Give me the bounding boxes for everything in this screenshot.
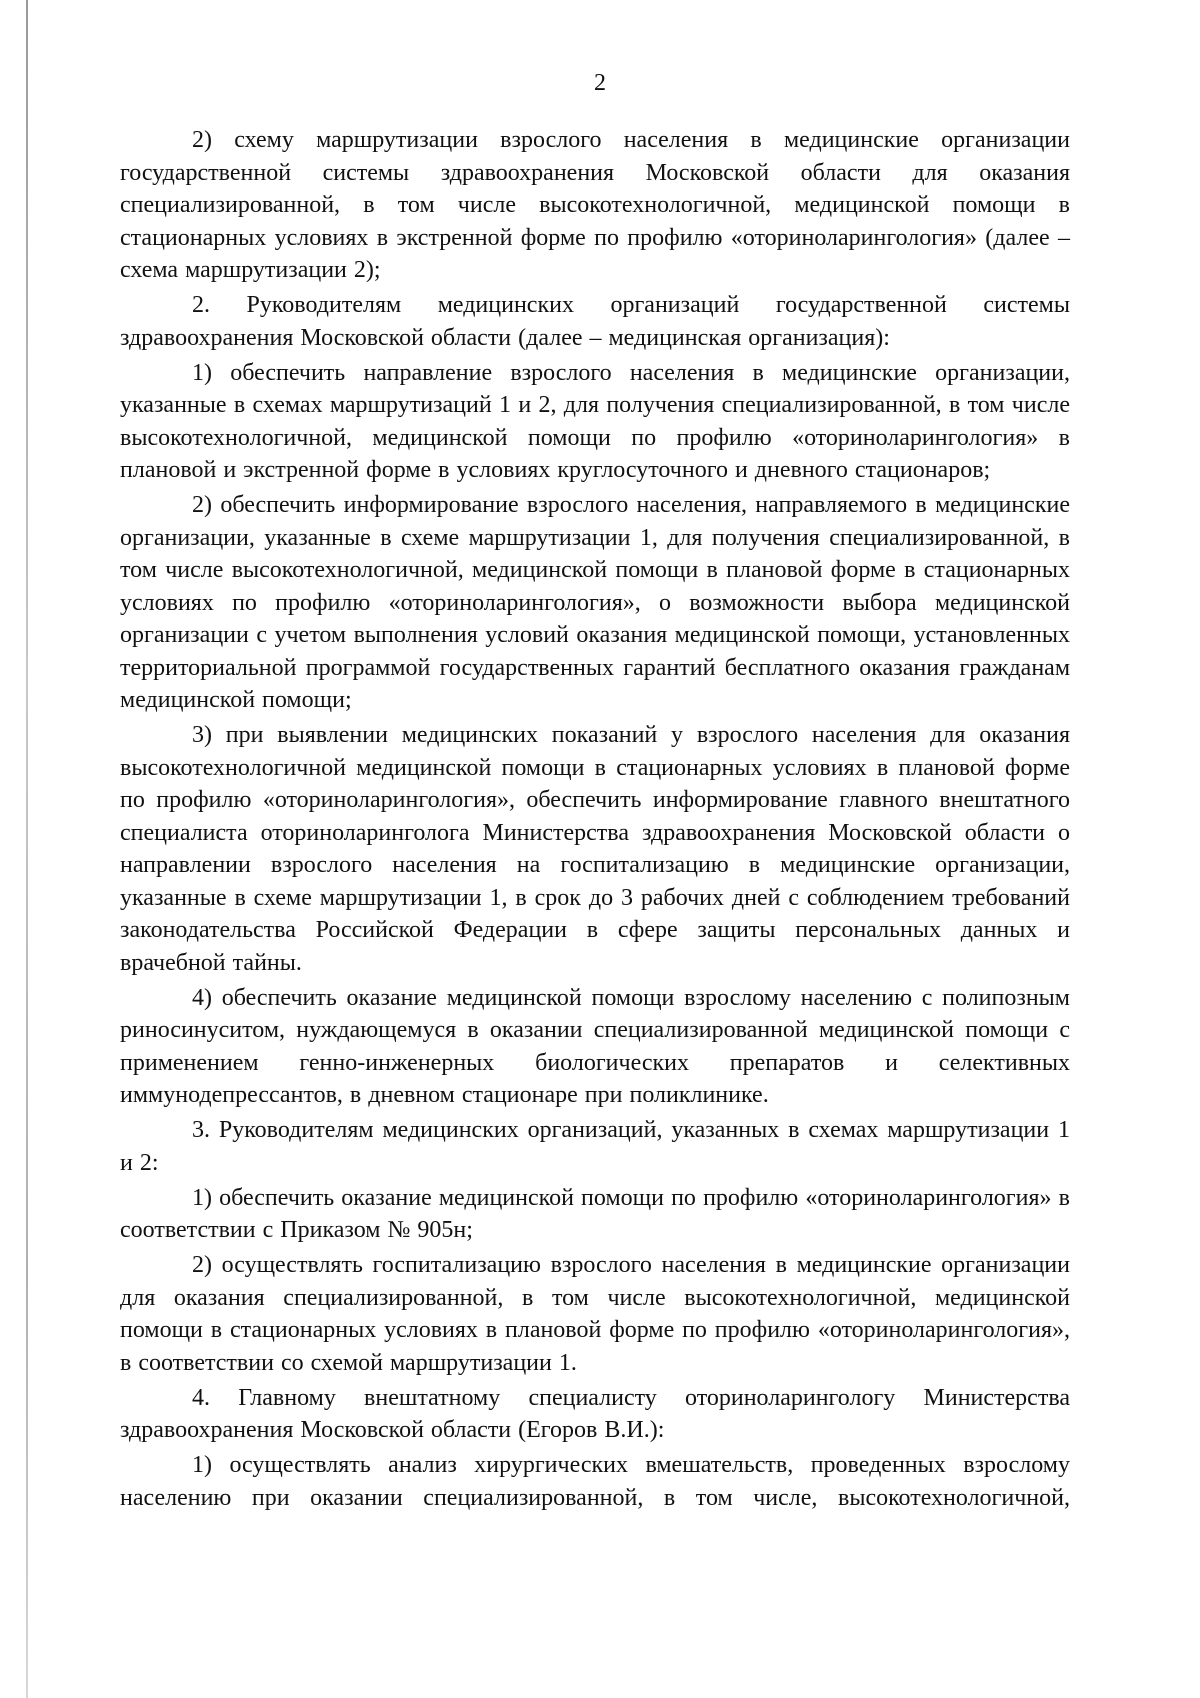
- paragraph-3: 1) обеспечить направление взрослого населения в медицинские организации, указанные в схемах маршрутизаций 1 и 2, для получения специализированной, в том числе высокотехнологичной, медицинской помощи по профилю «оториноларингология» в плановой и экстренной форме в условиях круглосуточного и дневного стационаров;: [120, 359, 1070, 483]
- scan-edge-shadow: [26, 0, 28, 1698]
- paragraph-5: 3) при выявлении медицинских показаний у взрослого населения для оказания высокотехнологичной медицинской помощи в стационарных условиях в плановой форме по профилю «оториноларингология», обеспечить информирование главного внештатного специалиста оториноларинголога Министерства здравоохранения Московской области о направлении взрослого населения на госпитализацию в медицинские организации, указанные в схеме маршрутизации 1, в срок до 3 рабочих дней с соблюдением требований законодательства Российской Федерации в сфере защиты персональных данных и врачебной тайны.: [120, 722, 1070, 976]
- paragraph-4: 2) обеспечить информирование взрослого населения, направляемого в медицинские организации, указанные в схеме маршрутизации 1, для получения специализированной, в том числе высокотехнологичной, медицинской помощи в плановой форме в стационарных условиях по профилю «оториноларингология», о возможности выбора медицинской организации с учетом выполнения условий оказания медицинской помощи, установленных территориальной программой государственных гарантий бесплатного оказания гражданам медицинской помощи;: [120, 492, 1070, 713]
- paragraph-11: 1) осуществлять анализ хирургических вмешательств, проведенных взрослому населению при оказании специализированной, в том числе, высокотехнологичной,: [120, 1452, 1070, 1511]
- paragraph-7: 3. Руководителям медицинских организаций, указанных в схемах маршрутизации 1 и 2:: [120, 1117, 1070, 1176]
- paragraph-10: 4. Главному внештатному специалисту оториноларингологу Министерства здравоохранения Московской области (Егоров В.И.):: [120, 1384, 1070, 1443]
- paragraph-2: 2. Руководителям медицинских организаций государственной системы здравоохранения Московской области (далее – медицинская организация):: [120, 292, 1070, 351]
- paragraph-1: 2) схему маршрутизации взрослого населения в медицинские организации государственной системы здравоохранения Московской области для оказания специализированной, в том числе высокотехнологичной, медицинской помощи в стационарных условиях в экстренной форме по профилю «оториноларингология» (далее – схема маршрутизации 2);: [120, 127, 1070, 283]
- paragraph-8: 1) обеспечить оказание медицинской помощи по профилю «оториноларингология» в соответствии с Приказом № 905н;: [120, 1184, 1070, 1243]
- page-number: 2: [594, 70, 606, 96]
- paragraph-9: 2) осуществлять госпитализацию взрослого населения в медицинские организации для оказания специализированной, в том числе высокотехнологичной, медицинской помощи в стационарных условиях в плановой форме по профилю «оториноларингология», в соответствии со схемой маршрутизации 1.: [120, 1252, 1070, 1376]
- paragraph-6: 4) обеспечить оказание медицинской помощи взрослому населению с полипозным риносинуситом, нуждающемуся в оказании специализированной медицинской помощи с применением генно-инженерных биологических препаратов и селективных иммунодепрессантов, в дневном стационаре при поликлинике.: [120, 984, 1070, 1108]
- document-body: [120, 124, 1070, 1517]
